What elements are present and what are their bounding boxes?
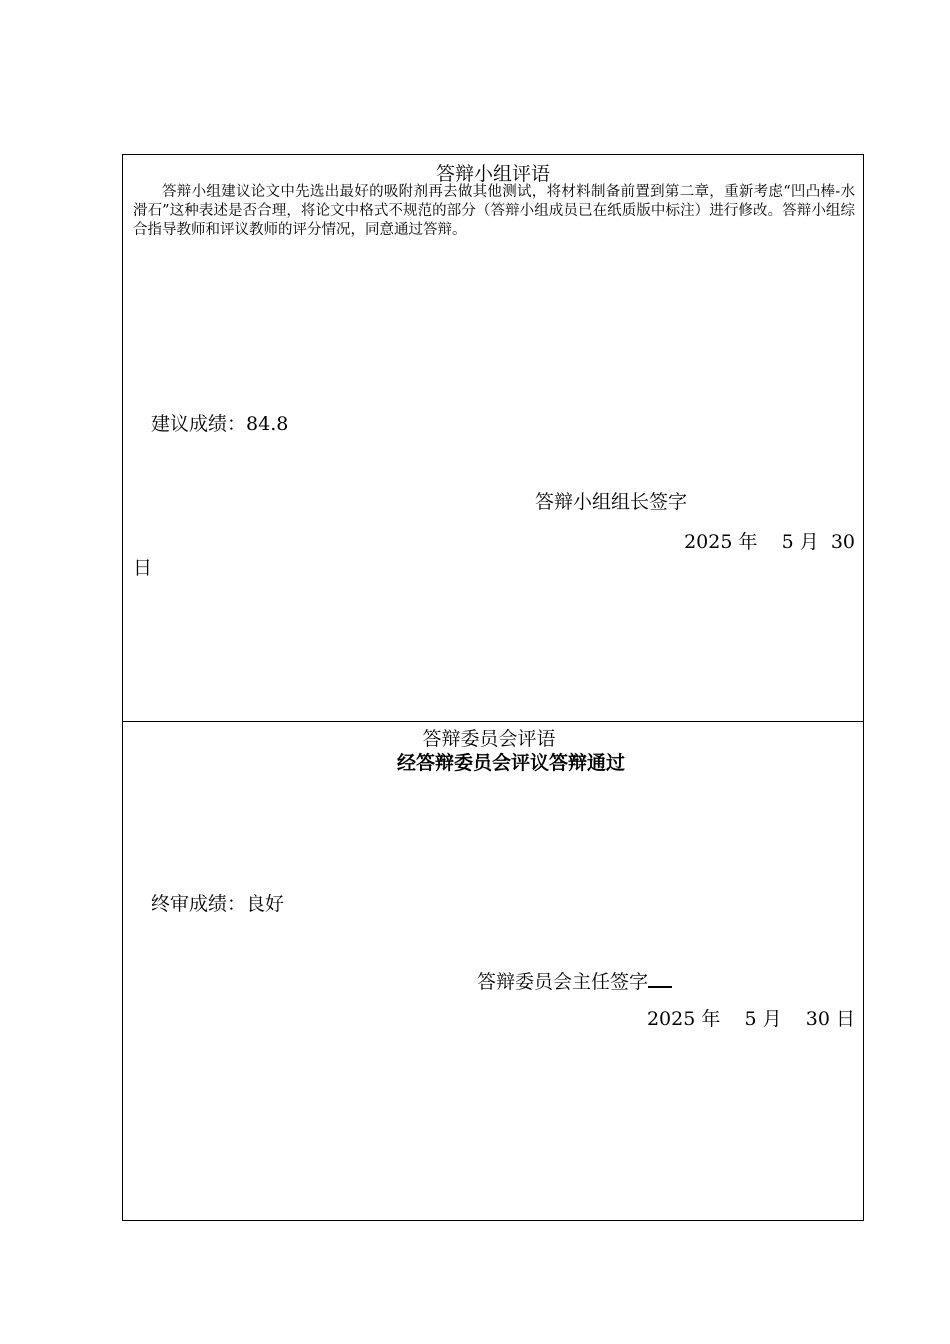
- final-grade-label: 终审成绩：: [151, 893, 247, 915]
- suggested-grade: [151, 409, 288, 436]
- suggested-grade-value: 84.8: [246, 413, 289, 435]
- group-comment-title: 答辩小组评语: [435, 163, 550, 185]
- group-date-day-suffix: 日: [133, 557, 153, 579]
- committee-statement: 经答辩委员会评议答辩通过: [396, 752, 625, 774]
- committee-comment-section: [123, 721, 863, 1220]
- committee-comment-title: 答辩委员会评语: [422, 728, 556, 750]
- committee-chair-signature: [477, 967, 672, 994]
- suggested-grade-label: 建议成绩：: [151, 413, 247, 435]
- final-grade: [151, 889, 284, 916]
- group-comment-section: [123, 155, 863, 722]
- defense-evaluation-table: [122, 154, 864, 1221]
- signature-blank-line: [648, 968, 672, 988]
- group-leader-signature-label: 答辩小组组长签字: [535, 491, 688, 513]
- committee-date: 2025 年 5 月 30 日: [646, 1008, 855, 1030]
- group-comment-text: 答辩小组建议论文中先选出最好的吸附剂再去做其他测试，将材料制备前置到第二章，重新考虑“凹凸棒-水滑石”这种表述是否合理，将论文中格式不规范的部分（答辩小组成员已在纸质版中标注）进行修改。答辩小组综合指导教师和评议教师的评分情况，同意通过答辩。: [133, 184, 855, 238]
- committee-chair-signature-label: 答辩委员会主任签字: [477, 971, 649, 993]
- group-date: 2025 年 5 月 30: [684, 531, 855, 553]
- final-grade-value: 良好: [246, 893, 285, 915]
